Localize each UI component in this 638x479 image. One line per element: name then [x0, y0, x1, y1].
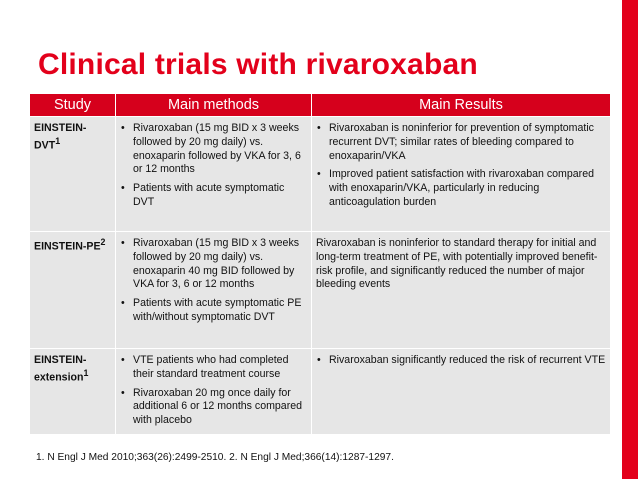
slide-title: Clinical trials with rivaroxaban — [38, 48, 478, 81]
methods-cell — [116, 117, 312, 232]
results-bullet: • Rivaroxaban significantly reduced the risk of recurrent VTE — [316, 354, 606, 368]
study-name-line: DVT — [34, 139, 56, 152]
header-main-results: Main Results — [312, 94, 611, 117]
study-cell — [30, 117, 116, 232]
results-text: Rivaroxaban is noninferior to standard therapy for initial and long-term treatment of PE, with potentially improved benefit-risk profile, and significantly reduced the number of major bleeding events — [316, 237, 598, 291]
trials-table — [29, 93, 611, 435]
header-study: Study — [30, 94, 116, 117]
table-row — [30, 232, 611, 349]
results-cell — [312, 232, 611, 349]
citation-marker: 2 — [100, 237, 106, 247]
methods-cell — [116, 232, 312, 349]
methods-bullet: • Rivaroxaban (15 mg BID x 3 weeks followed by 20 mg daily) vs. enoxaparin 40 mg BID followed by VKA for 3, 6 or 12 months — [120, 237, 307, 292]
study-cell — [30, 232, 116, 349]
header-main-methods: Main methods — [116, 94, 312, 117]
methods-cell — [116, 349, 312, 435]
citation-marker: 1 — [83, 367, 89, 378]
study-name-line: EINSTEIN-PE — [34, 240, 101, 253]
header-row — [30, 94, 611, 117]
study-name-line: EINSTEIN- — [34, 354, 87, 366]
study-cell — [30, 349, 116, 435]
study-name-line: EINSTEIN- — [34, 122, 87, 134]
study-name-line: extension — [34, 371, 84, 384]
results-bullet: • Improved patient satisfaction with rivaroxaban compared with enoxaparin/VKA, particularly in reducing anticoagulation burden — [316, 168, 606, 209]
results-bullet: • Rivaroxaban is noninferior for prevention of symptomatic recurrent DVT; similar rates of bleeding compared to enoxaparin/VKA — [316, 122, 606, 163]
results-cell — [312, 117, 611, 232]
methods-bullet: • Rivaroxaban (15 mg BID x 3 weeks followed by 20 mg daily) vs. enoxaparin followed by VKA for 3, 6 or 12 months — [120, 122, 307, 177]
methods-bullet: • Patients with acute symptomatic PE with/without symptomatic DVT — [120, 297, 307, 325]
table-row — [30, 117, 611, 232]
methods-bullet: • Rivaroxaban 20 mg once daily for additional 6 or 12 months compared with placebo — [120, 387, 307, 428]
citation-marker: 1 — [55, 135, 61, 146]
methods-bullet: • Patients with acute symptomatic DVT — [120, 182, 307, 210]
methods-bullet: • VTE patients who had completed their standard treatment course — [120, 354, 307, 382]
table-row — [30, 349, 611, 435]
references-footnote: 1. N Engl J Med 2010;363(26):2499-2510. 2. N Engl J Med;366(14):1287-1297. — [36, 452, 394, 463]
accent-bar — [622, 0, 638, 479]
results-cell — [312, 349, 611, 435]
